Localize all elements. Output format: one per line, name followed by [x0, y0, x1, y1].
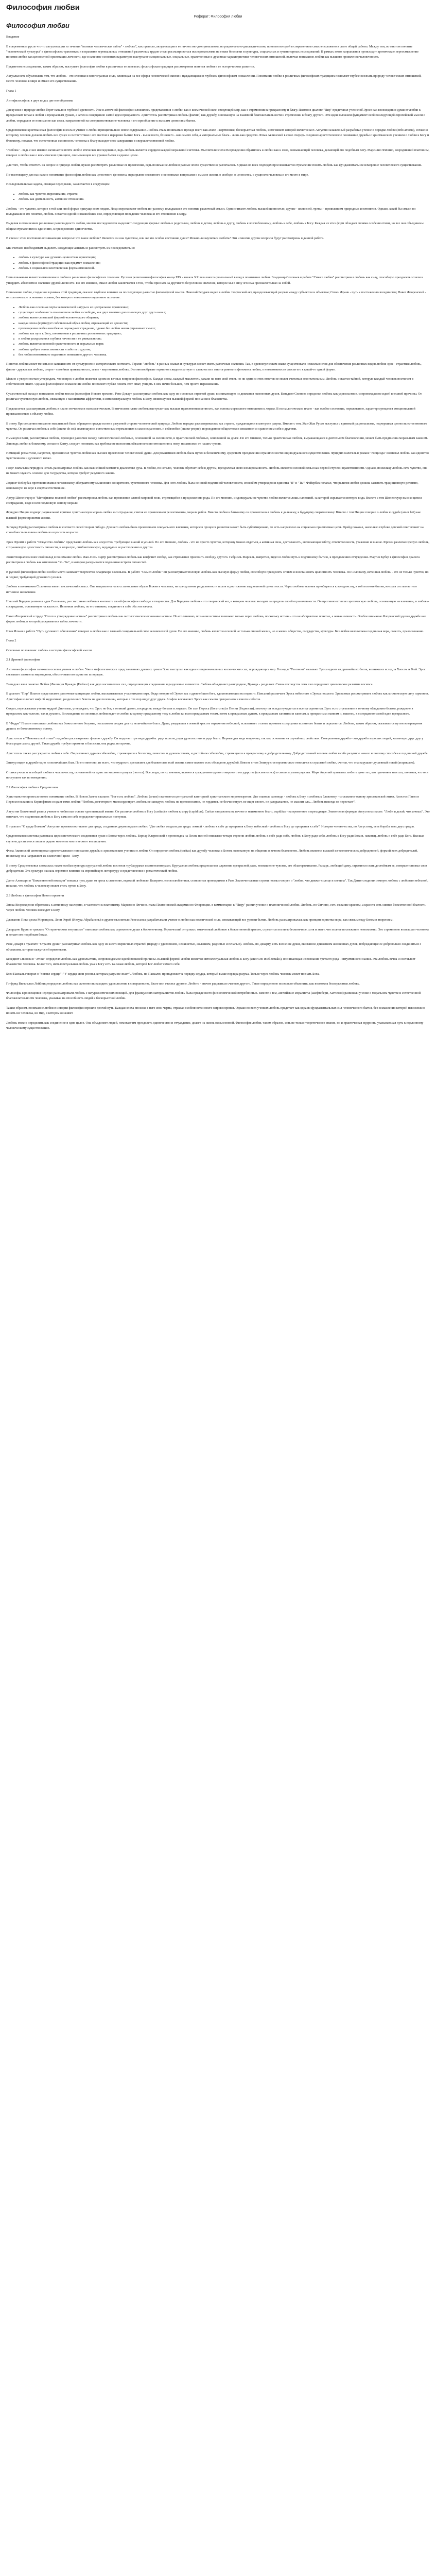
bullet-item: • любовь в культуре как духовно-ценностная ориентация;	[19, 255, 430, 260]
paragraph: Понимание любви, созданное в рамках этой традиции, оказало глубокое влияние на последующее развитие философской мысли. Николай Бердяев видел в любви творческий акт, преодолевающий разрыв между субъектом и объектом; Семен Франк - путь к постижению всеединства; Павел Флоренский - онтологическое основание истины, без которого невозможно подлинное познание.	[6, 291, 426, 300]
paragraph: Мы считаем необходимым выделить следующие аспекты и рассмотреть их последовательно:	[6, 246, 135, 250]
bullet-item: • без любви невозможно подлинное понимание другого человека.	[19, 352, 430, 358]
bullet-item: • в любви раскрывается глубина личности и ее уникальность;	[19, 336, 430, 342]
paragraph: 2.2 Философия любви в Средние века	[6, 785, 59, 789]
paragraph: Георг Вильгельм Фридрих Гегель рассматривал любовь как важнейший момент в диалектике духа. В любви, по Гегелю, человек обретает себя в другом, преодолевая свою изолированность. Любовь является основой семьи как первой ступени нравственности. Однако, поскольку любовь есть чувство, она не может служить основой для государства, которое требует разумного закона.	[6, 466, 428, 476]
bullet-item: • любовь как деятельность, активное отношение.	[19, 197, 430, 202]
bullet-item: • любовь является высшей формой человеческого общения;	[19, 315, 430, 320]
paragraph: В связи с этим постоянно возникающие вопросы: что такое любовь? Является ли она чувством, или же это особое состояние души? Можно ли научиться любить? Эти и многие другие вопросы будут рассмотрены в данной работе.	[6, 236, 324, 241]
paragraph: Глава 1	[6, 89, 16, 93]
bullet-item: • противоречия любви неизбежно порождают страдание, однако без любви жизнь утрачивает смысл;	[19, 326, 430, 331]
document-header: Реферат: Философия любви	[194, 15, 242, 19]
paragraph: Эпоха Возрождения обратилась к античному наследию, в частности к платонизму. Марсилио Фичино, глава Платоновской академии во Флоренции, в комментарии к "Пиру" развил учение о платонической любви. Любовь, по Фичино, есть желание красоты, а красота есть сияние божественной благости. Через любовь человек восходит к Богу.	[6, 903, 426, 912]
document-body	[6, 35, 430, 1031]
paragraph: Для того, чтобы ответить на вопрос о природе любви, нужно рассмотреть различные ее проявления, ведь понимание любви в разные эпохи существенно различалось. Однако во всех подходах прослеживается стремление понять любовь как фундаментальное измерение человеческого существования.	[6, 163, 422, 167]
paragraph: Христианство принесло новое понимание любви. В Новом Завете сказано: "Бог есть любовь". Любовь (агапе) становится центральной категорией христианского мировоззрения. Две главные заповеди - любовь к Богу и любовь к ближнему - составляют основу христианской этики. Апостол Павел в Первом послании к Коринфянам создает гимн любви: "Любовь долготерпит, милосердствует, любовь не завидует, любовь не превозносится, не гордится, не бесчинствует, не ищет своего, не раздражается, не мыслит зла... Любовь никогда не перестает".	[6, 795, 420, 804]
paragraph: Стоики учили о всеобщей любви к человечеству, основанной на единстве мирового разума (логоса). Все люди, по их мнению, являются гражданами единого мирового государства (космополиса) и связаны узами родства. Марк Аврелий призывал любить даже тех, кто причиняет нам зло, понимая, что они поступают так по неведению.	[6, 770, 428, 780]
bullet-list	[6, 255, 430, 271]
bullet-item: • любовь в философской традиции как предмет осмысления;	[19, 261, 430, 266]
paragraph: Артур Шопенгауэр в "Метафизике половой любви" рассматривал любовь как проявление слепой мировой воли, стремящейся к продолжению рода. По его мнению, индивидуальное чувство любви является лишь иллюзией, за которой скрывается интерес вида. Вместе с тем Шопенгауэр высоко ценил сострадание, видя в нем подлинную основу морали.	[6, 496, 422, 505]
paragraph: Августин Блаженный развил учение о любви как основе христианской жизни. Он различал любовь к Богу (caritas) и любовь к миру (cupiditas). Caritas направлена на вечное и неизменное благо, cupiditas - на временное и преходящее. Знаменитая формула Августина гласит: "Люби и делай, что хочешь". Это означает, что подлинная любовь к Богу сама по себе определяет правильные поступки.	[6, 810, 430, 819]
bullet-item: • любовь требует ответственности и заботы о другом;	[19, 347, 430, 352]
paragraph: Немаловажным является отношение к любви в различных философских течениях. Русская религиозная философия конца XIX - начала XX века внесла уникальный вклад в понимание любви. Владимир Соловьев в работе "Смысл любви" рассматривал любовь как силу, способную преодолеть эгоизм и утвердить абсолютное значение другой личности. По его мнению, смысл любви заключается в том, чтобы признать за другим то безусловное значение, которое мы в силу эгоизма признаем только за собой.	[6, 276, 423, 285]
page-title: Философия любви	[6, 3, 80, 12]
paragraph: Павел Флоренский в труде "Столп и утверждение истины" рассматривал любовь как онтологическое основание истины. По его мнению, познание истины возможно только через любовь, поскольку истина - это не абстрактное понятие, а живая личность. Особое внимание Флоренский уделял дружбе как форме любви, в которой раскрывается тайна личности.	[6, 614, 426, 624]
paragraph: Людвиг Фейербах противопоставил гегелевскому абстрактному мышлению конкретного, чувственного человека. Для него любовь была основой подлинной человечности, способом утверждения единства "Я" и "Ты". Фейербах полагал, что религия любви должна заменить традиционную религию, основанную на вере в сверхъестественное.	[6, 481, 418, 490]
paragraph: Иммануил Кант, рассматривая любовь, проводил различие между патологической любовью, основанной на склонности, и практической любовью, основанной на долге. По его мнению, только практическая любовь, выражающаяся в деятельном благоволении, может быть предписана моральным законом. Заповедь любви к ближнему, согласно Канту, следует понимать как требование исполнять обязанности по отношению к нему, независимо от наших чувств.	[6, 436, 428, 446]
paragraph: 2.3 Любовь в философии Нового времени	[6, 893, 64, 897]
paragraph: Джованни Пико делла Мирандола, Леон Эврей (Иегуда Абрабанель) и другие мыслители Ренессанса разрабатывали учение о любви как космической силе, связывающей все уровни бытия. Любовь рассматривалась как принцип единства мира, как связь между Богом и творением.	[6, 918, 394, 922]
paragraph: Фридрих Ницше подверг радикальной критике христианскую мораль любви и сострадания, считая ее проявлением ресентимента, морали рабов. Вместо любви к ближнему он провозглашал любовь к дальнему, к будущему сверхчеловеку. Вместе с тем Ницше говорил о любви к судьбе (amor fati) как высшей форме принятия жизни.	[6, 511, 421, 520]
paragraph: Средневековая мистика развивала идеи мистического соединения души с Богом через любовь. Бернар Клервоский в проповедях на Песнь песней описывал четыре ступени любви: любовь к себе ради себя, любовь к Богу ради себя, любовь к Богу ради Бога и, наконец, любовь к себе ради Бога. Высшая ступень достигается лишь в редкие моменты мистического восхищения.	[6, 834, 424, 843]
paragraph: Понятие любви может меняться в зависимости от культурного и исторического контекста. Термин "любовь" в разных языках и культурах может иметь различные значения. Так, в древнегреческом языке существовало несколько слов для обозначения различных видов любви: эрос - страстная любовь, филия - дружеская любовь, сторге - семейная привязанность, агапе - жертвенная любовь. Это многообразие терминов свидетельствует о сложности и многогранности феномена любви, о невозможности свести его к какой-то одной форме.	[6, 362, 422, 371]
bullet-item: • любовь как чувство, переживание, страсть;	[19, 192, 430, 197]
paragraph: Бенедикт Спиноза в "Этике" определял любовь как удовольствие, сопровождаемое идеей внешней причины. Высшей формой любви является интеллектуальная любовь к Богу (amor Dei intellectualis), возникающая из познания третьего рода - интуитивного знания. Эта любовь вечна и составляет блаженство человека. Более того, интеллектуальная любовь ума к Богу есть та самая любовь, которой Бог любит самого себя.	[6, 957, 415, 967]
paragraph: Аристотель также рассуждает о любви к себе. Он различает дурное себялюбие, стремящееся к богатству, почестям и удовольствиям, и достойное себялюбие, стремящееся к прекрасному и добродетельному. Добродетельный человек любит в себе разумное начало и поэтому способен к подлинной дружбе.	[6, 751, 429, 755]
bullet-item: • любовь в социальном контексте как форма отношений.	[19, 266, 430, 271]
paragraph: В "Федре" Платон описывает любовь как божественное безумие, посылаемое людям для их величайшего блага. Душа, увидевшая в земной красоте отражение небесной, вспоминает о своем прежнем созерцании истинного бытия и окрыляется. Любовь, таким образом, оказывается путем возвращения души к ее божественному истоку.	[6, 722, 423, 731]
paragraph: Джордано Бруно в трактате "О героическом энтузиазме" описывал любовь как стремление души к бесконечному. Героический энтузиаст, охваченный любовью к божественной красоте, стремится постичь бесконечное, хотя и знает, что полное постижение невозможно. Это стремление возвышает человека и делает его подобным богам.	[6, 927, 429, 937]
paragraph: В современном русле что-то актуализации из течения "великая человеческая тайна" - любовь", как правило, актуализация в ее личностно-доктринальном, но рационально-диалектическом, понятии которой в современном смысле изложено в свете общей работы. Между тем, во многом понятие "человеческой культуры" в философских трактовках и в практике вертикальных отношений различных трудов стали рассматриваться исследователями на стыке биологии и культуры, социальных и гуманитарных исследований. В рамках этого направления происходит критическое переосмысление понятия любви как ценностной ориентации личности, где в качестве основных параметров выступают эмоциональные, социальные, нравственные и духовные характеристики человеческих отношений, включая понимание любви как высшего проявления человечности.	[6, 44, 419, 59]
paragraph: Зигмунд Фрейд рассматривал любовь в контексте своей теории либидо. Для него любовь была проявлением сексуального влечения, которое в процессе развития может быть сублимировано, то есть направлено на социально приемлемые цели. Фрейд показал, насколько глубоко детский опыт влияет на способность человека любить во взрослом возрасте.	[6, 526, 424, 535]
paragraph: Фома Аквинский синтезировал аристотелевское понимание дружбы с христианским учением о любви. Он определял любовь (caritas) как дружбу человека с Богом, основанную на общении в вечном блаженстве. Любовь является высшей из теологических добродетелей, формой всех добродетелей, поскольку она направляет их к конечной цели - Богу.	[6, 849, 418, 858]
paragraph: В эпоху Просвещения внимание мыслителей было обращено прежде всего к разумной стороне человеческой природы. Любовь нередко рассматривалась как страсть, нуждающаяся в контроле разума. Вместе с тем, Жан-Жак Руссо выступил с критикой рационализма, подчеркивая ценность естественного чувства. Он различал любовь к себе (amour de soi), являющуюся естественным стремлением к самосохранению, и себялюбие (amour-propre), порожденное обществом и связанное со сравнением себя с другими.	[6, 421, 427, 431]
paragraph: Эмпедокл ввел понятие Любви (Филии) и Вражды (Нейкос) как двух космических сил, определяющих соединение и разделение элементов. Любовь объединяет разнородное, Вражда - разделяет. Смена господства этих сил определяет циклическое развитие космоса.	[6, 682, 374, 686]
paragraph: Философы Просвещения нередко рассматривали любовь с натуралистических позиций. Для французских материалистов любовь была прежде всего физиологической потребностью. Вместе с тем, английские моралисты (Шефтсбери, Хатчесон) развивали учение о моральном чувстве и естественной благожелательности человека, указывая на способность людей к бескорыстной любви.	[6, 991, 421, 1001]
paragraph: Исследовательская задача, стоящая перед нами, заключается в следующем:	[6, 182, 110, 187]
bullet-list	[6, 192, 430, 202]
bullet-item: • любовь как путь к Богу, понимаемая в различных религиозных традициях;	[19, 331, 430, 336]
paragraph: Готфрид Вильгельм Лейбниц определял любовь как склонность находить удовольствие в совершенстве, благе или счастье другого. Любить - значит радоваться счастью другого. Такое определение позволяло объяснить, как возможна бескорыстная любовь.	[6, 981, 360, 986]
paragraph: Иван Ильин в работе "Путь духовного обновления" говорил о любви как о главной созидательной силе человеческой души. По его мнению, любовь является основой не только личной жизни, но и жизни общества, государства, культуры. Без любви невозможна подлинная вера, совесть, правосознание.	[6, 629, 424, 633]
paragraph: В эпоху Средневековья сложилась также особая культура куртуазной любви, воспетая трубадурами и миннезингерами. Куртуазная любовь предполагала служение прекрасной даме, возвышение чувства, его облагораживание. Рыцарь, любящий даму, стремился стать достойным ее, совершенствовал свои добродетели. Эта культура оказала огромное влияние на европейскую литературу и представления о романтической любви.	[6, 864, 427, 873]
paragraph: Дискуссия о природе любви берет начало в глубокой древности. Уже в античной философии сложились представления о любви как о космической силе, связующей мир, как о стремлении к прекрасному и благу. Платон в диалоге "Пир" представил учение об Эросе как восхождении души от любви к прекрасным телам к любви к прекрасным душам, а затем к созерцанию самой идеи прекрасного. Аристотель рассматривал любовь (филию) как дружбу, основанную на взаимной благожелательности и стремлении к благу другого. Эти идеи заложили фундамент всей последующей европейской мысли о любви, определив ее понимание как силы, направленной на совершенствование человека и его приобщение к высшим ценностям бытия.	[6, 108, 425, 123]
bullet-item: • Любовь как основная черта человеческой натуры и ее центральное проявление;	[19, 305, 430, 310]
paragraph: Немецкий романтизм, напротив, превозносил чувство любви как высшее проявление человеческой души. Для романтиков любовь была путем к бесконечному, средством преодоления ограниченности индивидуального существования. Фридрих Шлегель в романе "Люцинда" воспевал любовь как единство чувственного и духовного начал.	[6, 451, 429, 461]
bullet-item: • каждая эпоха формирует собственный образ любви, отражающий ее ценности;	[19, 321, 430, 326]
paragraph: Рене Декарт в трактате "Страсти души" рассматривал любовь как одну из шести первичных страстей (наряду с удивлением, ненавистью, желанием, радостью и печалью). Любовь, по Декарту, есть волнение души, вызванное движением жизненных духов, побуждающее ее добровольно соединиться с объектами, которые кажутся ей приятными.	[6, 942, 422, 952]
paragraph: Существенный вклад в понимание любви внесла философия Нового времени. Рене Декарт рассматривал любовь как одну из основных страстей души, возникающую из движения жизненных духов. Бенедикт Спиноза определял любовь как удовольствие, сопровождаемое идеей внешней причины. Он различал чувственную любовь, связанную с пассивными аффектами, и интеллектуальную любовь к Богу, являющуюся высшей формой познания и блаженства.	[6, 392, 423, 401]
paragraph: Любовь в понимании Соловьева имеет мистический смысл. Она направлена на восстановление образа Божия в человеке, на преодоление разделенности полов и достижение андрогинной целостности. Через любовь человек приобщается к всеединству, к той полноте бытия, которая составляет его истинное назначение.	[6, 585, 417, 594]
paragraph: Введение	[6, 35, 20, 39]
paragraph: Аристотель в "Никомаховой этике" подробно рассматривает филию - дружбу. Он выделяет три вида дружбы: ради пользы, ради удовольствия и ради блага. Первые два вида непрочны, так как основаны на случайных свойствах. Совершенная дружба - это дружба хороших людей, желающих друг другу блага ради самих друзей. Такая дружба требует времени и близости, она редка, но прочна.	[6, 736, 424, 746]
paragraph: Данте Алигьери в "Божественной комедии" показал путь души от греха к спасению, ведомой любовью. Беатриче, его возлюбленная, становится проводником в Раю. Заключительные строки поэмы говорят о "любви, что движет солнце и светила". Так Данте соединил земную любовь с любовью небесной, показав, что любовь к человеку может стать путем к Богу.	[6, 878, 428, 888]
paragraph: Можно с уверенностью утверждать, что вопрос о любви является одним из вечных вопросов философии. Каждая эпоха, каждый мыслитель давали на него свой ответ, но ни один из этих ответов не может считаться окончательным. Любовь остается тайной, которую каждый человек постигает в собственном опыте. Однако философское осмысление любви позволяет глубже понять этот опыт, увидеть в нем нечто большее, чем просто переживание.	[6, 377, 414, 386]
paragraph: "Любовь" - ведь с нее именно начинается почти любое этическое исследование, ведь любовь является сердцем каждой моральной системы. Мыслители эпохи Возрождения обратились к любви как к силе, возвышающей человека, делающей его подобным Богу. Марсилио Фичино, возродивший платонизм, говорил о любви как о космическом принципе, связывающем все уровни бытия в единое целое.	[6, 148, 430, 158]
paragraph: Актуальность обусловлена тем, что любовь - это сложная и многогранная сила, влияющая на все сферы человеческой жизни и нуждающаяся в глубоком философском осмыслении. Понимание любви в различных философских традициях позволяет глубже осознать природу человеческих отношений, место человека в мире и смысл его существования.	[6, 74, 422, 83]
paragraph: Эрих Фромм в работе "Искусство любить" представил любовь как искусство, требующее знаний и усилий. По его мнению, любовь - это не просто чувство, которому можно отдаться, а активная сила, деятельность, включающая заботу, ответственность, уважение и знание. Фромм различал зрелую любовь, сохраняющую целостность личности, и незрелую, симбиотическую, ведущую к ее растворению в другом.	[6, 540, 429, 550]
paragraph: Средневековая христианская философия внесла в учение о любви принципиально новое содержание. Любовь стала пониматься прежде всего как агапе - жертвенная, бескорыстная любовь, источником которой является Бог. Августин Блаженный разработал учение о порядке любви (ordo amoris), согласно которому человек должен любить все сущее в соответствии с его местом в иерархии бытия: Бога - выше всего, ближнего - как самого себя, а материальные блага - лишь как средство. Фома Аквинский в свою очередь соединил аристотелевское понимание дружбы с христианским учением о любви к Богу и ближнему, показав, что естественная склонность человека к благу находит свое завершение в сверхъестественной любви.	[6, 128, 429, 143]
paragraph: Блез Паскаль говорил о "логике сердца": "У сердца свои резоны, которых разум не знает". Любовь, по Паскалю, принадлежит к порядку сердца, который выше порядка разума. Только через любовь человек может познать Бога.	[6, 972, 320, 976]
paragraph: По-настоящему для нас важно понимание философии любви как целостного феномена, неразрывно связанного с основными вопросами о смысле жизни, о свободе, о ценностях, о сущности человека и его месте в мире.	[6, 173, 309, 177]
paragraph: Эпикур видел в дружбе одно из величайших благ. По его мнению, из всего, что мудрость доставляет для блаженства всей жизни, самое важное есть обладание дружбой. Вместе с тем Эпикур с осторожностью относился к страстной любви, считая, что она нарушает душевный покой (атараксию).	[6, 761, 415, 765]
paragraph: Любовь можно определить как соединение в одно целое. Она объединяет людей, помогает им преодолеть одиночество и отчуждение, делает их жизнь осмысленной. Философия любви, таким образом, есть не только теоретическое знание, но и практическая мудрость, указывающая путь к подлинному человеческому существованию.	[6, 1021, 424, 1030]
paragraph: Основные положения: любовь в истории философской мысли	[6, 648, 92, 652]
paragraph: В русской философии любви особое место занимает творчество Владимира Соловьева. В работе "Смысл любви" он рассматривает половую любовь как высшую форму любви, способную преодолеть эгоизм и восстановить целостность человека. По Соловьеву, истинная любовь - это не только чувство, но и подвиг, требующий духовного усилия.	[6, 570, 429, 579]
paragraph: Антифилософия: в двух видах две его обратимы	[6, 98, 73, 103]
paragraph: В диалоге "Пир" Платон представляет различные концепции любви, высказываемые участниками пира. Федр говорит об Эросе как о древнейшем боге, вдохновляющем на подвиги. Павсаний различает Эроса небесного и Эроса пошлого. Эриксимах рассматривает любовь как космическую силу гармонии. Аристофан излагает миф об андрогинах, разделенных Зевсом на две половины, которые с тех пор ищут друг друга. Агафон восхваляет Эроса как самого прекрасного и юного из богов.	[6, 692, 429, 701]
paragraph: Предлагается рассматривать любовь в плане этическом и психологическом. В этическом плане любовь выступает как высшая нравственная ценность, как основа морального отношения к людям. В психологическом плане - как особое состояние, переживание, характеризующееся эмоциональной привязанностью к объекту любви.	[6, 406, 415, 416]
paragraph: Глава 2	[6, 639, 16, 643]
bullet-item: • любовь является основой нравственности и моральных норм;	[19, 342, 430, 347]
paragraph: Таким образом, понимание любви в истории философии прошло долгий путь. Каждая эпоха вносила в него свои черты, отражая особенности своего мировоззрения. Однако во всех учениях любовь предстает как одна из фундаментальных сил человеческого бытия, без осмысления которой невозможно понять ни человека, ни мир, в котором он живет.	[6, 1006, 425, 1015]
paragraph: Экзистенциализм внес свой вклад в понимание любви. Жан-Поль Сартр рассматривал любовь как конфликт свобод, как стремление присвоить свободу другого. Габриэль Марсель, напротив, видел в любви путь к подлинному бытию, к преодолению отчуждения. Мартин Бубер в философии диалога рассматривал любовь как отношение "Я - Ты", в котором раскрывается подлинная встреча личностей.	[6, 555, 420, 564]
bullet-item: • существует особенность взаимосвязи любви и свободы, как двух взаимно дополняющих друг друга начал;	[19, 310, 430, 315]
paragraph: Античная философия заложила основы учения о любви. Уже в мифологических представлениях древних греков Эрос выступал как одна из первоначальных космических сил, порождающих мир. Гесиод в "Теогонии" называет Эроса одним из древнейших богов, возникших вслед за Хаосом и Геей. Эрос связывает элементы мироздания, обеспечивая его единство и порядок.	[6, 668, 426, 677]
paragraph: 2.1 Древний философии	[6, 658, 40, 662]
paragraph: Любовь - это чувство, которое в той или иной форме присуще всем людям. Люди переживают любовь по-разному, вкладывая в это понятие различный смысл. Одни считают любовь высшей ценностью, другие - иллюзией, третьи - проявлением природных инстинктов. Однако, какой бы смысл ни вкладывали в это понятие, любовь остается одной из важнейших сил, определяющих поведение человека и его отношение к миру.	[6, 207, 416, 216]
paragraph: В трактате "О граде Божьем" Августин противопоставляет два града, созданных двумя видами любви: "Две любви создали два града: земной - любовь к себе до презрения к Богу, небесный - любовь к Богу до презрения к себе". История человечества, по Августину, есть борьба этих двух градов.	[6, 824, 415, 828]
document-title: Философия любви	[6, 22, 69, 29]
bullet-list	[6, 305, 430, 358]
paragraph: Предметом исследования, таким образом, выступает философия любви в различных ее аспектах: философская традиция рассмотрения понятия любви в ее историческом развитии.	[6, 64, 255, 69]
paragraph: Сократ, пересказывая учение мудрой Диотимы, утверждает, что Эрос не бог, а великий демон, посредник между богами и людьми. Он сын Пороса (Богатства) и Пении (Бедности), поэтому он всегда нуждается и всегда стремится. Эрос есть стремление к вечному обладанию благом, рождение в прекрасном как телесно, так и духовно. Восхождение по лестнице любви ведет от любви к одному прекрасному телу к любви ко всем прекрасным телам, затем к прекрасным душам, к прекрасным занятиям и законам, к прекрасным знаниям и, наконец, к созерцанию самой идеи прекрасного.	[6, 707, 413, 716]
paragraph: Выделяя в отношениях различные разновидности любви, многие исследователи выделяют следующие формы: любовь к родителям, любовь к детям, любовь к другу, любовь к возлюбленному, любовь к себе, любовь к Богу. Каждая из этих форм обладает своими особенностями, но все они объединены общим стремлением к единению, к преодолению одиночества.	[6, 222, 424, 231]
paragraph: Николай Бердяев развивал идеи Соловьева, рассматривая любовь в контексте своей философии свободы и творчества. Для Бердяева любовь - это творческий акт, в котором человек выходит за пределы своей ограниченности. Он противопоставлял эротическую любовь, основанную на влечении, и любовь-сострадание, основанную на жалости. Истинная любовь, по его мнению, соединяет в себе оба эти начала.	[6, 600, 429, 609]
